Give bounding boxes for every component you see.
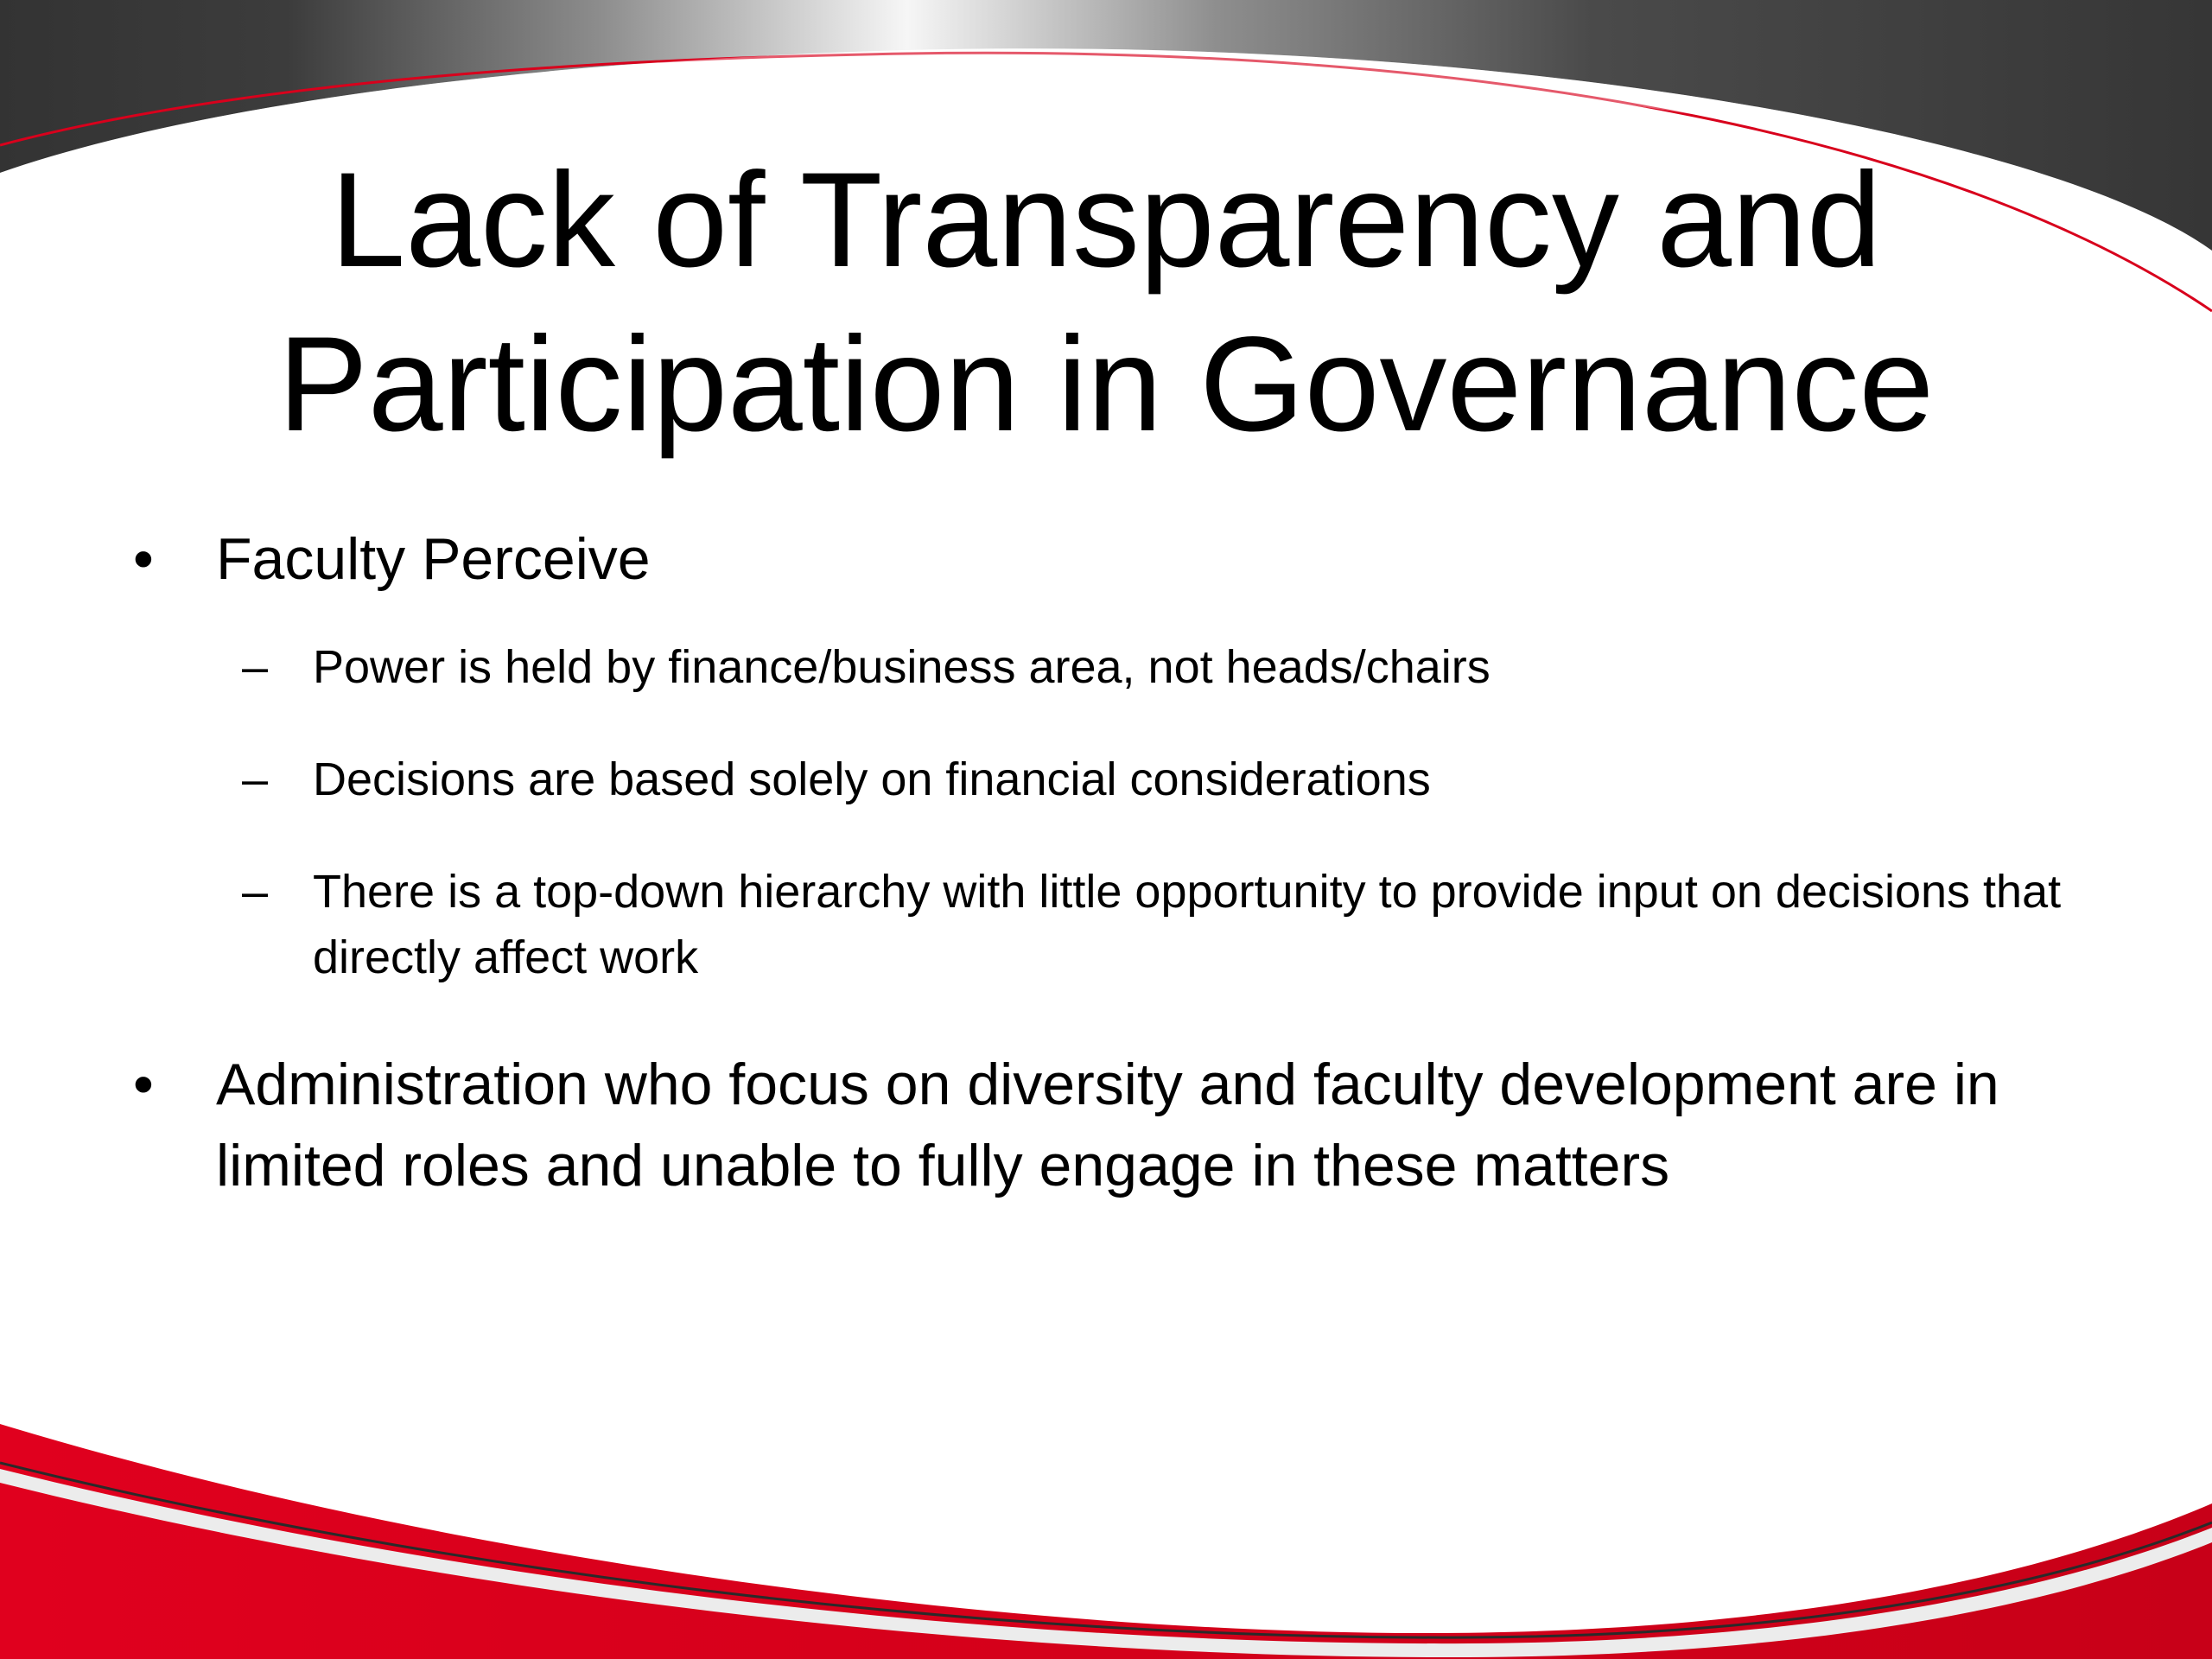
bullet-administration xyxy=(130,1044,2169,1206)
bullet-text: Administration who focus on diversity and faculty development are in limited roles and unable to fully engage in these matters xyxy=(216,1052,1999,1198)
slide-title xyxy=(156,138,2056,467)
sub-bullet-power xyxy=(242,634,2169,700)
bullet-marker: • xyxy=(133,1052,154,1117)
bullet-text: Faculty Perceive xyxy=(216,526,651,592)
dash-marker: – xyxy=(242,753,269,805)
sub-bullet-text: There is a top-down hierarchy with little opportunity to provide input on decisions that directly affect work xyxy=(313,866,2062,983)
sub-bullet-list xyxy=(242,634,2169,990)
bullet-marker: • xyxy=(133,526,154,592)
title-line-1: Lack of Transparency and xyxy=(330,145,1882,296)
bullet-list xyxy=(130,518,2169,1206)
sub-bullet-text: Power is held by finance/business area, not heads/chairs xyxy=(313,641,1491,693)
sub-bullet-hierarchy xyxy=(242,859,2169,990)
title-line-2: Participation in Governance xyxy=(277,309,1935,460)
sub-bullet-text: Decisions are based solely on financial considerations xyxy=(313,753,1431,805)
dash-marker: – xyxy=(242,641,269,693)
sub-bullet-decisions xyxy=(242,747,2169,812)
dash-marker: – xyxy=(242,866,269,918)
bullet-faculty-perceive xyxy=(130,518,2169,600)
